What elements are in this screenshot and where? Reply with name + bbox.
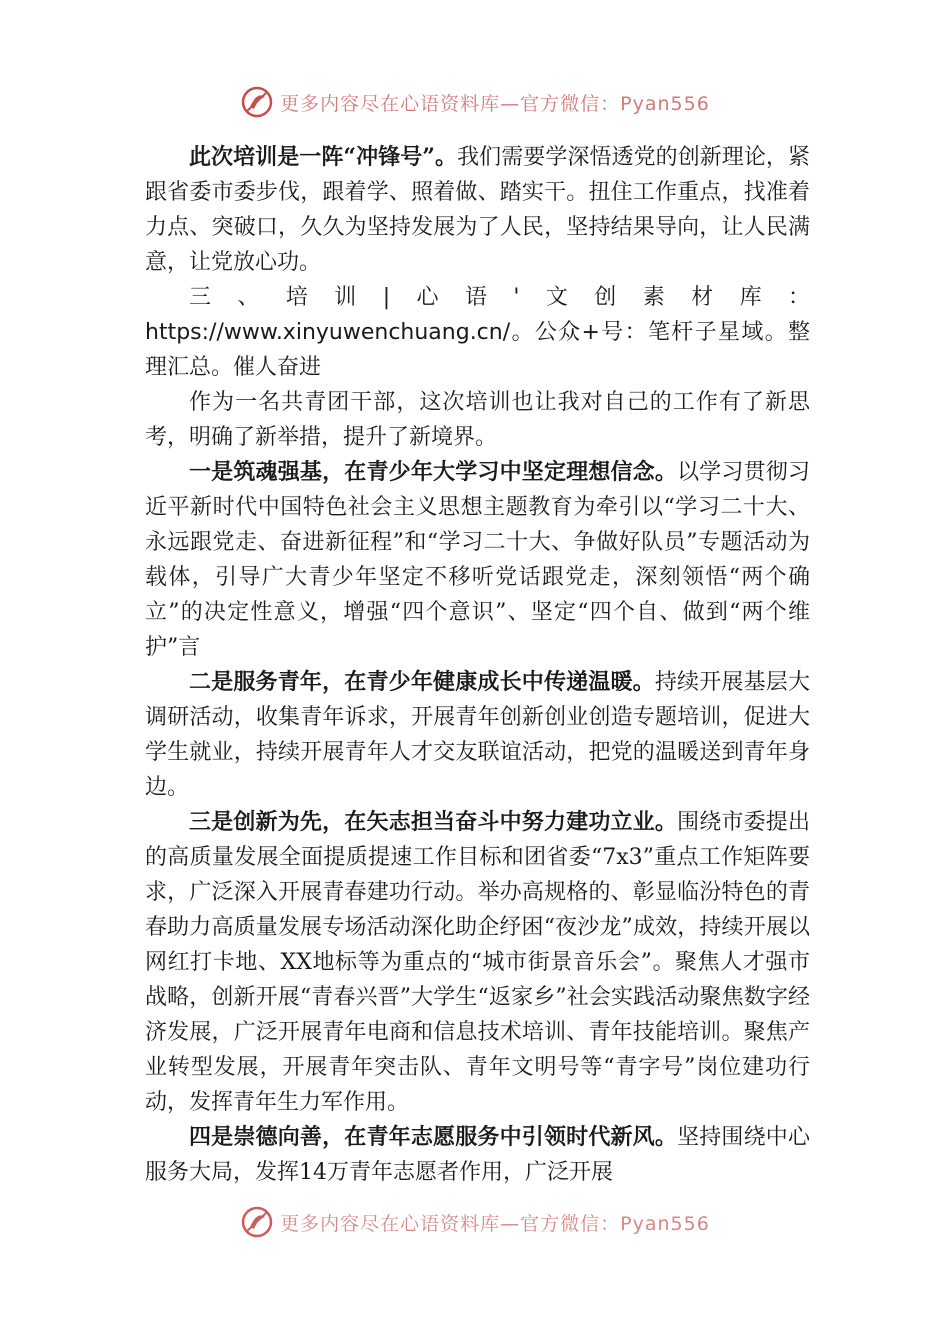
logo-icon	[240, 85, 274, 119]
paragraph-lead: 一是筑魂强基，在青少年大学习中坚定理想信念。	[189, 459, 678, 485]
paragraph-5	[145, 665, 810, 805]
paragraph-1	[145, 140, 810, 280]
paragraph-lead: 三、培训|心语'文创素材库：https://www.xinyuwenchuang.cn/。公众+号：笔杆子星域。整理汇总。催人奋进	[145, 285, 810, 380]
watermark-text: 更多内容尽在心语资料库—官方微信：Pyan556	[280, 92, 710, 115]
paragraph-lead: 二是服务青年，在青少年健康成长中传递温暖。	[189, 669, 655, 695]
paragraph-body: 以学习贯彻习近平新时代中国特色社会主义思想主题教育为牵引以“学习二十大、永远跟党走、奋进新征程”和“学习二十大、争做好队员”专题活动为载体，引导广大青少年坚定不移听党话跟党走，深刻领悟“两个确立”的决定性意义，增强“四个意识”、坚定“四个自、做到“两个维护”言	[145, 460, 810, 660]
watermark-footer	[0, 1200, 950, 1244]
logo-icon	[240, 1205, 274, 1239]
paragraph-6	[145, 805, 810, 1120]
paragraph-lead: 三是创新为先，在矢志担当奋斗中努力建功立业。	[189, 809, 678, 835]
watermark-header	[0, 80, 950, 124]
paragraph-body: 持续开展基层大调研活动，收集青年诉求，开展青年创新创业创造专题培训，促进大学生就业，持续开展青年人才交友联谊活动，把党的温暖送到青年身边。	[145, 670, 810, 800]
document-body	[145, 140, 810, 1190]
paragraph-4	[145, 455, 810, 665]
paragraph-2	[145, 280, 810, 385]
watermark-text: 更多内容尽在心语资料库—官方微信：Pyan556	[280, 1212, 710, 1235]
paragraph-body: 围绕市委提出的高质量发展全面提质提速工作目标和团省委“7x3”重点工作矩阵要求，广泛深入开展青春建功行动。举办高规格的、彰显临汾特色的青春助力高质量发展专场活动深化助企纾困“夜沙龙”成效，持续开展以网红打卡地、XX地标等为重点的“城市街景音乐会”。聚焦人才强市战略，创新开展“青春兴晋”大学生“返家乡”社会实践活动聚焦数字经济发展，广泛开展青年电商和信息技术培训、青年技能培训。聚焦产业转型发展，开展青年突击队、青年文明号等“青字号”岗位建功行动，发挥青年生力军作用。	[145, 810, 810, 1115]
paragraph-7	[145, 1120, 810, 1190]
paragraph-body: 我们需要学深悟透党的创新理论，紧跟省委市委步伐，跟着学、照着做、踏实干。扭住工作重点，找准着力点、突破口，久久为坚持发展为了人民，坚持结果导向，让人民满意，让党放心功。	[145, 145, 810, 275]
paragraph-lead: 四是崇德向善，在青年志愿服务中引领时代新风。	[189, 1124, 678, 1150]
paragraph-3	[145, 385, 810, 455]
paragraph-body: 作为一名共青团干部，这次培训也让我对自己的工作有了新思考，明确了新举措，提升了新境界。	[145, 390, 810, 450]
paragraph-lead: 此次培训是一阵“冲锋号”。	[189, 144, 458, 170]
paragraph-body: 坚持围绕中心服务大局，发挥14万青年志愿者作用，广泛开展	[145, 1125, 810, 1185]
